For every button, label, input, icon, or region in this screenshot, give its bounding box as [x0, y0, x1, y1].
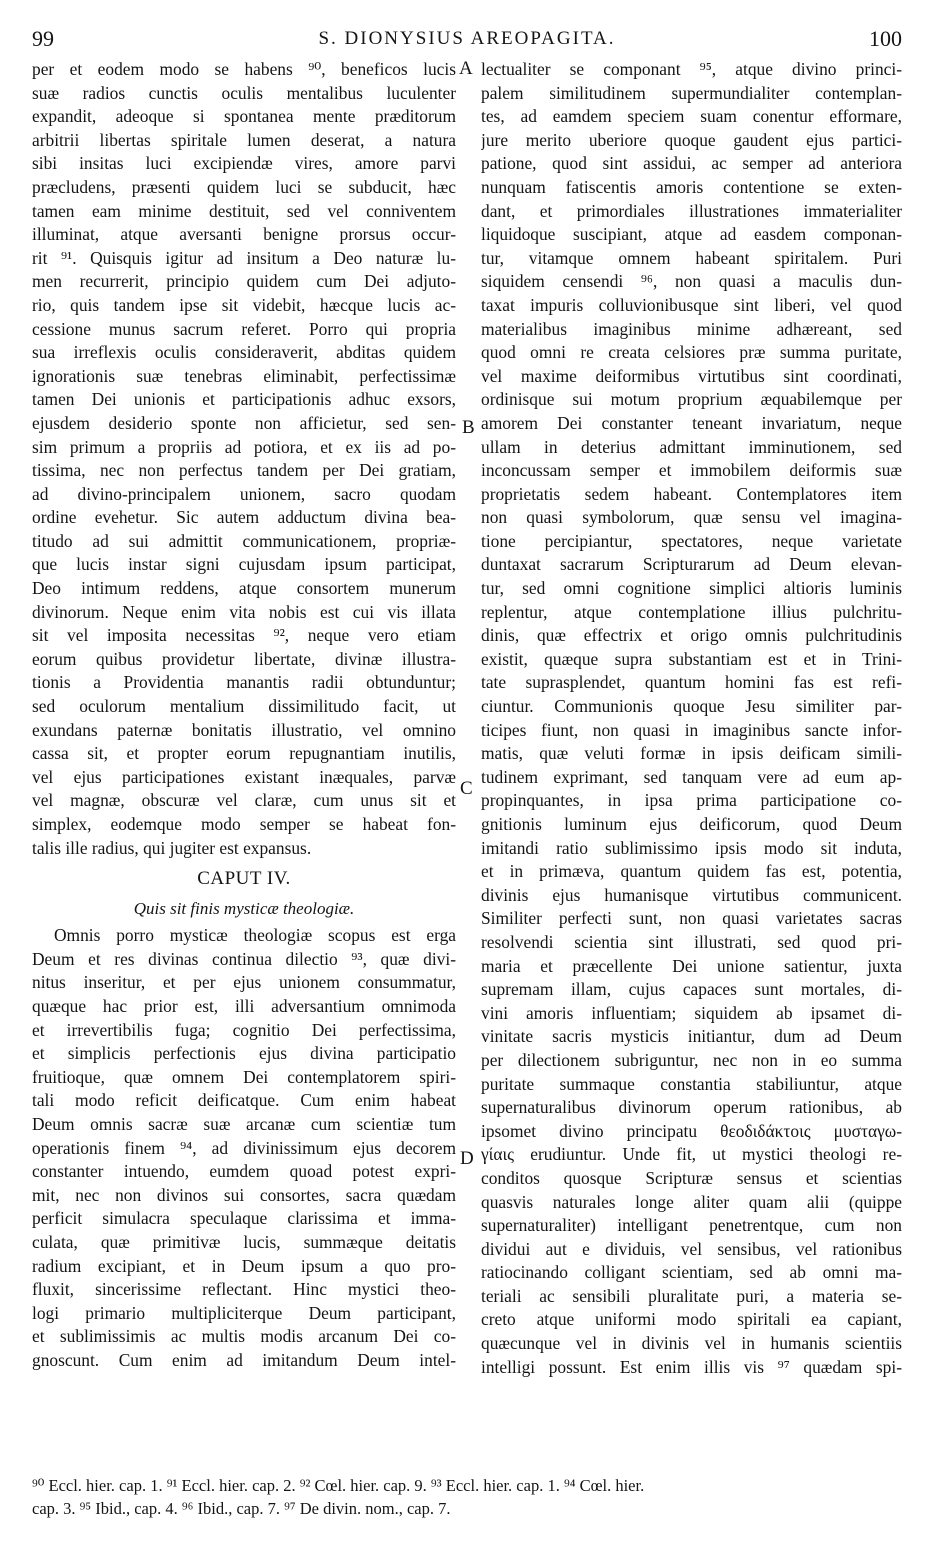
text-line: sim primum a propriis ad potiora, et ex iis ad po- [32, 436, 456, 457]
text-line: palem similitudinem supermundialiter contemplan- [481, 82, 902, 103]
text-line: Omnis porro mysticæ theologiæ scopus est erga [54, 925, 456, 946]
text-line: tudinem exprimant, sed tanquam vere ad eum ap- [481, 766, 902, 787]
text-line: propinquantes, in ipsa prima participatione co- [481, 790, 902, 811]
text-line: titudo ad sui admittit communicationem, propriæ- [32, 530, 456, 551]
text-line: quæque hac prior est, illi adversantium omnimoda [32, 995, 456, 1016]
right-column-text [481, 58, 902, 1379]
text-line: resolvendi scientia sint illustrati, sed quod pri- [481, 931, 902, 952]
text-line: cassa sit, et propter eorum repugnantiam inutilis, [32, 743, 456, 764]
margin-letter-b: B [462, 417, 475, 438]
text-line: proprietatis sedem habeant. Contemplatores item [481, 483, 902, 504]
text-line: creto atque uniformi modo spiritali ea capiant, [481, 1309, 902, 1330]
page-number-right: 100 [869, 26, 902, 51]
text-line: ignorationis suæ tenebras eliminabit, perfectissimæ [32, 365, 456, 386]
text-line: quod omni re creata celsiores præ summa puritate, [481, 342, 902, 363]
text-line: existit, quæque supra substantiam est et in Trini- [481, 648, 902, 669]
text-line: tur, vitamque omnem habeant spiritalem. Puri [481, 247, 902, 268]
text-line: tione percipiantur, spectatores, neque varietate [481, 530, 902, 551]
text-line: materialibus imaginibus minime adhæreant, sed [481, 318, 902, 339]
text-line: Similiter perfecti sunt, non quasi varietates sacras [481, 908, 902, 929]
text-line: et sublimissimis ac multis modis arcanum Dei co- [32, 1326, 456, 1347]
text-line: ordinisque sui motum proprium æquabilemque per [481, 389, 902, 410]
text-line: quæcunque vel in divinis vel in humanis scientiis [481, 1333, 902, 1354]
text-line: sua irreflexis oculis consideraverit, abditas quidem [32, 342, 456, 363]
footnotes [32, 1474, 902, 1520]
text-line: tamen Dei unionis et participationis adhuc exsors, [32, 389, 456, 410]
text-line: mit, nec non divinos sui consortes, sacra quædam [32, 1184, 456, 1205]
text-line: non quasi symbolorum, quæ sensu vel imagina- [481, 507, 902, 528]
text-line: inconcussam semper et immobilem deiformis suæ [481, 460, 902, 481]
text-line: Deum omnis sacræ suæ arcanæ cum scientiæ tum [32, 1113, 456, 1134]
text-line: Deum et res divinas continua dilectio ⁹³, quæ divi- [32, 948, 456, 969]
chapter-title: CAPUT IV. [197, 868, 291, 890]
text-line: teriali ac sensibili pluralitate puri, a materia se- [481, 1285, 902, 1306]
text-line: quasvis naturales longe aliter quam alii (quippe [481, 1191, 902, 1212]
text-line: dinis, quæ effectrix et origo omnis pulchritudinis [481, 625, 902, 646]
text-line: vini amoris influentiam; siquidem ab ipsamet di- [481, 1002, 902, 1023]
text-line: culata, quæ primitivæ lucis, summæque deitatis [32, 1231, 456, 1252]
text-line: dant, et primordiales illustrationes immaterialiter [481, 200, 902, 221]
text-line: lectualiter se componant ⁹⁵, atque divino princi- [481, 59, 902, 79]
text-line: tur, sed omni cognitione simplici altioris luminis [481, 578, 902, 599]
text-line: talis ille radius, qui jugiter est expansus. [32, 837, 312, 858]
text-line: tali modo reficit deificatque. Cum enim habeat [32, 1090, 456, 1111]
text-line: ullam in deterius admittant imminutionem, sed [481, 436, 902, 457]
text-line: sed oculorum mentalium dissimilitudo facit, ut [32, 696, 456, 717]
text-line: puritate summaque constantia stabiliuntur, atque [481, 1073, 902, 1094]
text-line: Deo intimum reddens, atque consortem munerum [32, 578, 456, 599]
text-line: que lucis instar signi cujusdam ipsum participat, [32, 554, 456, 575]
right-column [481, 58, 902, 1379]
text-line: per dilectionem subriguntur, nec non in eo summa [481, 1049, 902, 1070]
text-line: ad divino-principalem unionem, sacro quodam [32, 483, 456, 504]
text-line: matis, quæ veluti formæ in ipsis deificam simili- [481, 743, 902, 764]
text-line: et irrevertibilis fuga; cognitio Dei perfectissima, [32, 1019, 456, 1040]
text-line: logi primario multipliciterque Deum participant, [32, 1302, 456, 1323]
text-line: perficit simulacra speculaque clarissima et imma- [32, 1208, 456, 1229]
text-line: maria et præcellente Dei unione satientur, juxta [481, 955, 902, 976]
text-line: fruitioque, quæ omnem Dei contemplatorem spiri- [32, 1066, 456, 1087]
text-line: ticipes fiunt, non quasi in imaginibus sancte infor- [481, 719, 902, 740]
text-line: vel magnæ, obscuræ vel claræ, cum unus sit et [32, 790, 456, 811]
text-line: intelligi possunt. Est enim illis vis ⁹⁷ quædam spi- [481, 1356, 902, 1377]
text-line: expandit, adeoque si spontanea mente præditorum [32, 106, 456, 127]
text-line: duntaxat sacrarum Scripturarum ad Deum elevan- [481, 554, 902, 575]
paragraph-2 [32, 924, 456, 1372]
paragraph-1 [32, 58, 456, 860]
text-line: nunquam fatiscentis amoris contentione se exten- [481, 176, 902, 197]
margin-letter-a: A [459, 58, 473, 79]
text-line: supremam illam, cujus capaces sunt mortales, di- [481, 979, 902, 1000]
text-line: jure merito uberiore quoque gaudent ejus partici- [481, 129, 902, 150]
text-line: divinorum. Neque enim vita nobis est cui vis illata [32, 601, 456, 622]
text-line: imitandi ratio sublimissimo ipsis modo sit induta, [481, 837, 902, 858]
text-line: gnoscunt. Cum enim ad imitandum Deum intel- [32, 1349, 456, 1370]
text-line: vel ejus participationes existant inæquales, parvæ [32, 766, 456, 787]
margin-letter-d: D [460, 1148, 474, 1169]
text-line: rit ⁹¹. Quisquis igitur ad insitum a Deo naturæ lu- [32, 247, 456, 268]
footnote-line: ⁹⁰ Eccl. hier. cap. 1. ⁹¹ Eccl. hier. cap. 2. ⁹² Cœl. hier. cap. 9. ⁹³ Eccl. hier. cap. 1. ⁹⁴ Cœl. hier. [32, 1476, 645, 1495]
text-line: sit vel imposita necessitas ⁹², neque vero etiam [32, 625, 456, 646]
text-line: divinis ejus humanisque virtutibus communicent. [481, 884, 902, 905]
text-line: ipsomet divino principatu θεοδιδάκτοις μυσταγω- [481, 1120, 902, 1141]
text-line: γίαις erudiuntur. Unde fit, ut mystici theologi re- [481, 1144, 902, 1165]
text-line: constanter intuendo, eumdem quoad potest expri- [32, 1161, 456, 1182]
text-line: siquidem censendi ⁹⁶, non quasi a maculis dun- [481, 271, 902, 292]
text-line: sibi insitas luci excipiendæ vires, amore parvi [32, 153, 456, 174]
text-line: illuminat, atque aversanti benigne prorsus occur- [32, 224, 456, 245]
text-line: nitus inseritur, et per ejus unionem consummatur, [32, 972, 456, 993]
footnote-line: cap. 3. ⁹⁵ Ibid., cap. 4. ⁹⁶ Ibid., cap. 7. ⁹⁷ De divin. nom., cap. 7. [32, 1499, 451, 1518]
text-line: replentur, atque contemplatione illius pulchritu- [481, 601, 902, 622]
text-line: ordine evehetur. Sic autem adductum divina bea- [32, 507, 456, 528]
text-line: eorum quibus providetur libertate, divinæ illustra- [32, 648, 456, 669]
text-line: et simplicis perfectionis ejus divina participatio [32, 1043, 456, 1064]
text-line: exundans paternæ bonitatis illustratio, vel omnino [32, 719, 456, 740]
running-title: S. DIONYSIUS AREOPAGITA. [318, 28, 616, 49]
text-line: tate suprasplendet, quantum homini fas est refi- [481, 672, 902, 693]
text-line: tionis a Providentia manantis radii obtunduntur; [32, 672, 456, 693]
text-line: supernaturaliter) intelligant penetrentque, cum non [481, 1215, 902, 1236]
text-line: tissima, nec non perfectus tandem per Dei gratiam, [32, 460, 456, 481]
text-line: ratiocinando colligant scientiam, sed ab omni ma- [481, 1262, 902, 1283]
text-line: taxat impuris colluvionibusque sint liberi, vel quod [481, 294, 902, 315]
text-line: amorem Dei constanter teneant invariatum, neque [481, 412, 902, 433]
text-line: gnitionis luminum ejus deificorum, quod Deum [481, 814, 902, 834]
text-line: ejusdem desiderio sponte non afficietur, sed sen- [32, 412, 456, 433]
text-line: supernaturalibus divinorum operum rationibus, ab [481, 1097, 902, 1118]
text-line: patione, quod sint assidui, ac semper ad anteriora [481, 153, 902, 174]
text-line: arbitrii libertas spiritale lumen deserat, a natura [32, 129, 456, 150]
text-line: simplex, eodemque modo semper se habeat fon- [32, 814, 456, 834]
text-line: cessione munus sacrum referet. Porro qui propria [32, 318, 456, 339]
left-column [32, 58, 456, 1372]
text-line: tamen eam minime destituit, sed vel conniventem [32, 200, 456, 221]
text-line: per et eodem modo se habens ⁹⁰, beneficos lucis [32, 59, 456, 79]
text-line: ciuntur. Communionis quoque Jesu similiter par- [481, 696, 902, 717]
text-line: radium excipiant, et in Deum ipsum a quo pro- [32, 1255, 456, 1276]
text-line: vel maxime deiformibus virtutibus sint coordinati, [481, 365, 902, 386]
text-line: tes, ad eamdem speciem suam conentur efformare, [481, 106, 902, 127]
margin-letter-c: C [460, 778, 473, 799]
text-line: rio, quis tandem ipse sit videbit, hæcque lucis ac- [32, 294, 456, 315]
text-line: conditos quosque Scripturæ sensus et scientias [481, 1167, 902, 1188]
text-line: vinitate sacris mysticis initiantur, dum ad Deum [481, 1026, 902, 1047]
page-header [32, 26, 902, 52]
text-line: operationis finem ⁹⁴, ad divinissimum ejus decorem [32, 1137, 456, 1158]
page-number-left: 99 [32, 26, 54, 51]
text-line: præcludens, præsenti quidem luci se subducit, hæc [32, 176, 456, 197]
text-line: dividui aut e dividuis, vel sensibus, vel rationibus [481, 1238, 902, 1259]
text-line: suæ radios cunctis oculis mentalibus luculenter [32, 82, 456, 103]
text-line: men recurrerit, principio quidem cum Dei adjuto- [32, 271, 456, 292]
text-line: liquidoque suscipiant, atque ad easdem componan- [481, 224, 902, 245]
chapter-subtitle: Quis sit finis mysticæ theologiæ. [133, 899, 355, 919]
text-line: et in primæva, quantum quidem fas est, potentia, [481, 861, 902, 882]
text-line: fluxit, sincerissime reflectant. Hinc mystici theo- [32, 1279, 456, 1300]
